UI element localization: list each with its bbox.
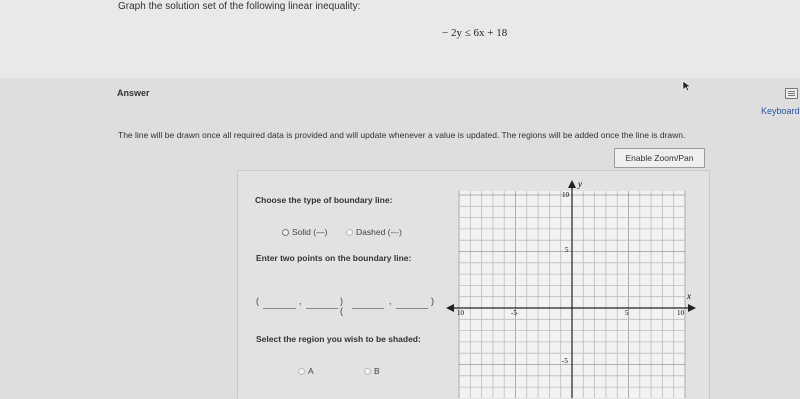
x-tick-label-neg10: 10	[457, 309, 464, 317]
answer-heading: Answer	[117, 88, 150, 98]
point1-comma: ,	[299, 296, 302, 306]
graph-instructions: The line will be drawn once all required data is provided and will update whenever a value is updated. The regions will be added once the line is drawn.	[118, 130, 686, 140]
region-b-radio-button[interactable]	[364, 368, 371, 375]
x-tick-label-5: 5	[625, 309, 629, 317]
y-tick-label-5: 5	[565, 246, 569, 254]
dashed-line-option[interactable]	[346, 227, 402, 237]
keyboard-link[interactable]: Keyboard	[761, 106, 800, 116]
region-b-option[interactable]	[364, 366, 380, 376]
y-tick-label-neg5: -5	[562, 357, 568, 365]
y-axis-label: y	[578, 179, 582, 189]
point1-open-paren: (	[256, 296, 259, 306]
point2-y-input[interactable]	[396, 308, 428, 309]
mouse-cursor-icon	[682, 80, 692, 92]
dashed-line-label: Dashed (---)	[356, 227, 402, 237]
enable-zoom-pan-button[interactable]: Enable Zoom/Pan	[614, 148, 705, 168]
coordinate-graph[interactable]	[440, 178, 700, 398]
solid-line-label: Solid (—)	[292, 227, 328, 237]
points-separator: )(	[340, 296, 343, 316]
region-a-option[interactable]	[298, 366, 314, 376]
point1-y-input[interactable]	[306, 308, 338, 309]
question-prompt: Graph the solution set of the following linear inequality:	[118, 1, 361, 12]
point2-close-paren: )	[431, 296, 434, 306]
x-axis-right-arrow-icon	[688, 304, 696, 312]
inequality-expression: − 2y ≤ 6x + 18	[442, 27, 508, 39]
solid-line-option[interactable]	[282, 227, 327, 237]
x-axis-label: x	[687, 291, 691, 301]
point1-x-input[interactable]	[263, 308, 296, 309]
boundary-points-heading: Enter two points on the boundary line:	[256, 253, 412, 263]
question-panel	[0, 0, 800, 78]
region-a-radio-button[interactable]	[298, 368, 305, 375]
boundary-type-heading: Choose the type of boundary line:	[255, 195, 393, 205]
point2-comma: ,	[389, 296, 392, 306]
region-b-label: B	[374, 366, 380, 376]
solid-radio-button[interactable]	[282, 229, 289, 236]
y-axis-up-arrow-icon	[568, 180, 576, 188]
region-a-label: A	[308, 366, 314, 376]
x-axis-left-arrow-icon	[446, 304, 454, 312]
point2-x-input[interactable]	[352, 308, 384, 309]
y-tick-label-10: 10	[562, 191, 569, 199]
x-tick-label-neg5: -5	[511, 309, 517, 317]
x-tick-label-10: 10	[677, 309, 684, 317]
dashed-radio-button[interactable]	[346, 229, 353, 236]
shade-region-heading: Select the region you wish to be shaded:	[256, 334, 421, 344]
keyboard-icon[interactable]	[785, 88, 798, 99]
